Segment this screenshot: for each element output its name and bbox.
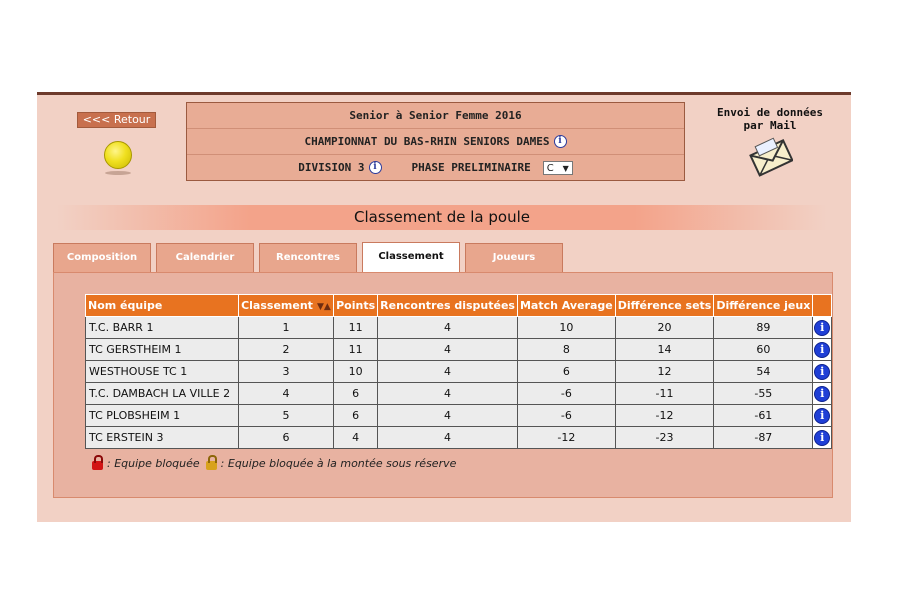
cell-played: 4 <box>378 427 518 449</box>
cell-points: 6 <box>334 383 378 405</box>
championship-info-icon[interactable]: i <box>554 135 567 148</box>
cell-team: TC PLOBSHEIM 1 <box>86 405 239 427</box>
cell-rank: 1 <box>238 317 333 339</box>
tab-classement[interactable]: Classement <box>362 242 460 273</box>
cell-match-avg: 8 <box>517 339 615 361</box>
info-icon[interactable]: i <box>814 364 830 380</box>
cell-rank: 5 <box>238 405 333 427</box>
cell-diff-games: -61 <box>714 405 813 427</box>
row-info-cell <box>813 427 832 449</box>
table-row <box>86 317 832 339</box>
cell-points: 6 <box>334 405 378 427</box>
legend <box>92 456 456 470</box>
ranking-table-body <box>86 317 832 449</box>
cell-diff-sets: -23 <box>615 427 714 449</box>
sort-arrows[interactable] <box>317 302 331 312</box>
cell-diff-sets: -12 <box>615 405 714 427</box>
table-row <box>86 361 832 383</box>
info-icon[interactable]: i <box>814 320 830 336</box>
gold-lock-icon <box>206 461 217 470</box>
cell-match-avg: -6 <box>517 405 615 427</box>
row-info-cell <box>813 383 832 405</box>
chevron-down-icon: ▼ <box>562 163 569 173</box>
cell-diff-games: 60 <box>714 339 813 361</box>
envelope-icon[interactable] <box>749 135 793 179</box>
division-info-icon[interactable]: i <box>369 161 382 174</box>
cell-points: 11 <box>334 339 378 361</box>
row-info-cell <box>813 317 832 339</box>
back-button[interactable]: <<< Retour <box>77 112 156 128</box>
cell-match-avg: -12 <box>517 427 615 449</box>
cell-diff-sets: -11 <box>615 383 714 405</box>
cell-diff-games: 89 <box>714 317 813 339</box>
info-icon[interactable]: i <box>814 430 830 446</box>
section-title: Classement de la poule <box>57 205 827 230</box>
cell-match-avg: -6 <box>517 383 615 405</box>
cell-rank: 6 <box>238 427 333 449</box>
sort-up-icon[interactable]: ▲ <box>323 302 331 312</box>
tennis-ball-icon <box>104 141 132 169</box>
info-icon[interactable]: i <box>814 342 830 358</box>
tab-composition[interactable]: Composition <box>53 243 151 272</box>
cell-match-avg: 10 <box>517 317 615 339</box>
cell-played: 4 <box>378 383 518 405</box>
table-header-row <box>86 295 832 317</box>
cell-diff-sets: 20 <box>615 317 714 339</box>
row-info-cell <box>813 339 832 361</box>
cell-rank: 2 <box>238 339 333 361</box>
phase-select[interactable] <box>543 161 573 175</box>
cell-team: TC GERSTHEIM 1 <box>86 339 239 361</box>
mail-title-line1: Envoi de données <box>717 106 823 119</box>
header-rank-label: Classement <box>241 299 313 312</box>
legend-locked: : Equipe bloquée <box>107 456 200 470</box>
cell-team: T.C. DAMBACH LA VILLE 2 <box>86 383 239 405</box>
cell-diff-games: 54 <box>714 361 813 383</box>
cell-diff-sets: 14 <box>615 339 714 361</box>
phase-select-value: C <box>546 162 554 174</box>
cell-rank: 3 <box>238 361 333 383</box>
cell-team: WESTHOUSE TC 1 <box>86 361 239 383</box>
cell-diff-games: -87 <box>714 427 813 449</box>
table-row <box>86 339 832 361</box>
cell-played: 4 <box>378 405 518 427</box>
tab-calendrier[interactable]: Calendrier <box>156 243 254 272</box>
row-info-cell <box>813 361 832 383</box>
championship-title: Senior à Senior Femme 2016 <box>187 103 684 129</box>
cell-played: 4 <box>378 317 518 339</box>
ball-shadow <box>105 171 131 175</box>
sort-down-icon[interactable]: ▼ <box>316 302 324 312</box>
cell-rank: 4 <box>238 383 333 405</box>
cell-diff-games: -55 <box>714 383 813 405</box>
table-row <box>86 427 832 449</box>
table-row <box>86 383 832 405</box>
header-diff-games[interactable]: Différence jeux <box>714 295 813 317</box>
header-diff-sets[interactable]: Différence sets <box>615 295 714 317</box>
cell-points: 4 <box>334 427 378 449</box>
mail-title-line2: par Mail <box>743 119 797 132</box>
championship-name-row <box>187 129 684 155</box>
cell-points: 10 <box>334 361 378 383</box>
mail-title <box>705 106 835 132</box>
header-played[interactable]: Rencontres disputées <box>378 295 518 317</box>
header-points[interactable]: Points <box>334 295 378 317</box>
info-icon[interactable]: i <box>814 408 830 424</box>
header-rank[interactable] <box>238 295 333 317</box>
cell-points: 11 <box>334 317 378 339</box>
cell-team: TC ERSTEIN 3 <box>86 427 239 449</box>
row-info-cell <box>813 405 832 427</box>
cell-played: 4 <box>378 361 518 383</box>
championship-info-box <box>186 102 685 181</box>
ranking-table <box>85 294 832 449</box>
phase-label: PHASE PRELIMINAIRE <box>411 161 531 174</box>
tab-rencontres[interactable]: Rencontres <box>259 243 357 272</box>
header-match-average[interactable]: Match Average <box>517 295 615 317</box>
division-label: DIVISION 3 <box>298 161 365 174</box>
info-icon[interactable]: i <box>814 386 830 402</box>
championship-name: CHAMPIONNAT DU BAS-RHIN SENIORS DAMES <box>304 135 550 148</box>
cell-diff-sets: 12 <box>615 361 714 383</box>
header-info <box>813 295 832 317</box>
red-lock-icon <box>92 461 103 470</box>
cell-played: 4 <box>378 339 518 361</box>
division-row <box>187 155 684 180</box>
header-team[interactable]: Nom équipe <box>86 295 239 317</box>
cell-match-avg: 6 <box>517 361 615 383</box>
table-row <box>86 405 832 427</box>
main-panel <box>37 92 851 522</box>
tab-joueurs[interactable]: Joueurs <box>465 243 563 272</box>
cell-team: T.C. BARR 1 <box>86 317 239 339</box>
tab-content <box>53 272 833 498</box>
legend-locked-reserve: : Equipe bloquée à la montée sous réserve <box>220 456 457 470</box>
